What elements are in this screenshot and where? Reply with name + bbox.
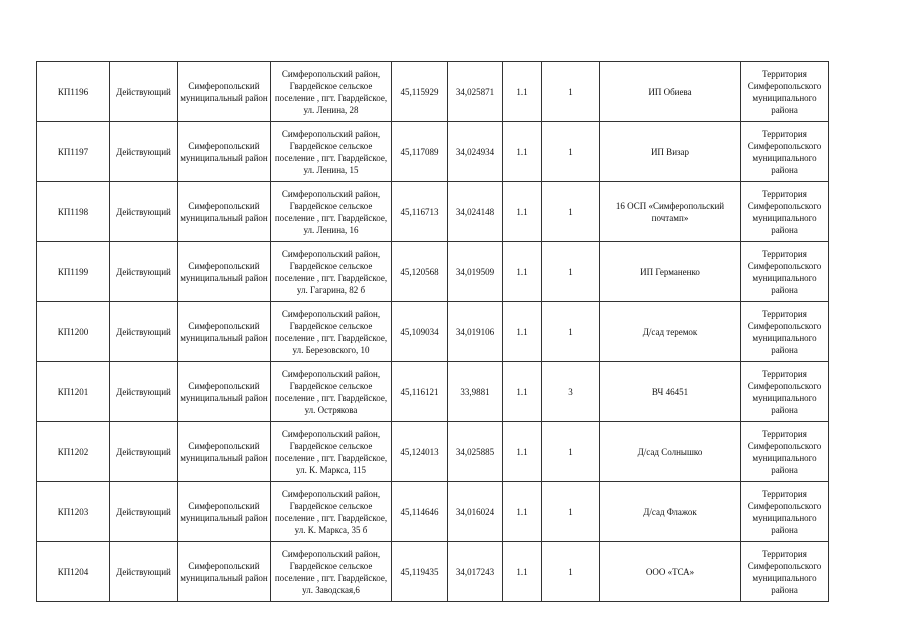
owner-cell: 16 ОСП «Симферопольский почтамп» bbox=[600, 182, 741, 242]
district-cell: Симферопольский муниципальный район bbox=[178, 542, 271, 602]
count-cell: 1 bbox=[542, 482, 600, 542]
table-row bbox=[37, 122, 829, 182]
longitude-cell: 34,019509 bbox=[448, 242, 503, 302]
district-cell: Симферопольский муниципальный район bbox=[178, 122, 271, 182]
owner-cell: Д/сад Солнышко bbox=[600, 422, 741, 482]
type-cell: 1.1 bbox=[503, 482, 542, 542]
territory-cell: Территория Симферопольского муниципального района bbox=[741, 62, 829, 122]
table-row bbox=[37, 542, 829, 602]
status-cell: Действующий bbox=[110, 482, 178, 542]
territory-cell: Территория Симферопольского муниципального района bbox=[741, 482, 829, 542]
latitude-cell: 45,116121 bbox=[392, 362, 448, 422]
type-cell: 1.1 bbox=[503, 302, 542, 362]
owner-cell: Д/сад теремок bbox=[600, 302, 741, 362]
status-cell: Действующий bbox=[110, 62, 178, 122]
type-cell: 1.1 bbox=[503, 542, 542, 602]
type-cell: 1.1 bbox=[503, 122, 542, 182]
territory-cell: Территория Симферопольского муниципального района bbox=[741, 302, 829, 362]
owner-cell: Д/сад Флажок bbox=[600, 482, 741, 542]
longitude-cell: 33,9881 bbox=[448, 362, 503, 422]
count-cell: 1 bbox=[542, 122, 600, 182]
count-cell: 1 bbox=[542, 182, 600, 242]
owner-cell: ИП Обиева bbox=[600, 62, 741, 122]
code-cell: КП1197 bbox=[37, 122, 110, 182]
code-cell: КП1202 bbox=[37, 422, 110, 482]
registry-table bbox=[36, 61, 829, 602]
type-cell: 1.1 bbox=[503, 182, 542, 242]
territory-cell: Территория Симферопольского муниципального района bbox=[741, 182, 829, 242]
longitude-cell: 34,024934 bbox=[448, 122, 503, 182]
count-cell: 1 bbox=[542, 542, 600, 602]
type-cell: 1.1 bbox=[503, 422, 542, 482]
district-cell: Симферопольский муниципальный район bbox=[178, 422, 271, 482]
table-row bbox=[37, 482, 829, 542]
status-cell: Действующий bbox=[110, 302, 178, 362]
address-cell: Симферопольский район, Гвардейское сельское поселение , пгт. Гвардейское, ул. К. Маркса, 115 bbox=[271, 422, 392, 482]
territory-cell: Территория Симферопольского муниципального района bbox=[741, 422, 829, 482]
status-cell: Действующий bbox=[110, 122, 178, 182]
type-cell: 1.1 bbox=[503, 242, 542, 302]
table-row bbox=[37, 362, 829, 422]
latitude-cell: 45,116713 bbox=[392, 182, 448, 242]
address-cell: Симферопольский район, Гвардейское сельское поселение , пгт. Гвардейское, ул. Ленина, 28 bbox=[271, 62, 392, 122]
table-row bbox=[37, 62, 829, 122]
latitude-cell: 45,109034 bbox=[392, 302, 448, 362]
longitude-cell: 34,019106 bbox=[448, 302, 503, 362]
owner-cell: ВЧ 46451 bbox=[600, 362, 741, 422]
code-cell: КП1201 bbox=[37, 362, 110, 422]
status-cell: Действующий bbox=[110, 182, 178, 242]
district-cell: Симферопольский муниципальный район bbox=[178, 362, 271, 422]
longitude-cell: 34,017243 bbox=[448, 542, 503, 602]
status-cell: Действующий bbox=[110, 362, 178, 422]
latitude-cell: 45,120568 bbox=[392, 242, 448, 302]
code-cell: КП1198 bbox=[37, 182, 110, 242]
status-cell: Действующий bbox=[110, 242, 178, 302]
longitude-cell: 34,024148 bbox=[448, 182, 503, 242]
address-cell: Симферопольский район, Гвардейское сельское поселение , пгт. Гвардейское, ул. К. Маркса, 35 б bbox=[271, 482, 392, 542]
count-cell: 1 bbox=[542, 242, 600, 302]
district-cell: Симферопольский муниципальный район bbox=[178, 482, 271, 542]
district-cell: Симферопольский муниципальный район bbox=[178, 302, 271, 362]
address-cell: Симферопольский район, Гвардейское сельское поселение , пгт. Гвардейское, ул. Березовского, 10 bbox=[271, 302, 392, 362]
count-cell: 1 bbox=[542, 62, 600, 122]
territory-cell: Территория Симферопольского муниципального района bbox=[741, 122, 829, 182]
longitude-cell: 34,025871 bbox=[448, 62, 503, 122]
count-cell: 1 bbox=[542, 302, 600, 362]
owner-cell: ИП Германенко bbox=[600, 242, 741, 302]
district-cell: Симферопольский муниципальный район bbox=[178, 242, 271, 302]
longitude-cell: 34,025885 bbox=[448, 422, 503, 482]
address-cell: Симферопольский район, Гвардейское сельское поселение , пгт. Гвардейское, ул. Ленина, 15 bbox=[271, 122, 392, 182]
type-cell: 1.1 bbox=[503, 362, 542, 422]
code-cell: КП1203 bbox=[37, 482, 110, 542]
owner-cell: ООО «ТСА» bbox=[600, 542, 741, 602]
district-cell: Симферопольский муниципальный район bbox=[178, 182, 271, 242]
latitude-cell: 45,117089 bbox=[392, 122, 448, 182]
address-cell: Симферопольский район, Гвардейское сельское поселение , пгт. Гвардейское, ул. Гагарина, 82 б bbox=[271, 242, 392, 302]
status-cell: Действующий bbox=[110, 542, 178, 602]
table-row bbox=[37, 182, 829, 242]
territory-cell: Территория Симферопольского муниципального района bbox=[741, 542, 829, 602]
table-row bbox=[37, 422, 829, 482]
owner-cell: ИП Визар bbox=[600, 122, 741, 182]
table-row bbox=[37, 302, 829, 362]
code-cell: КП1196 bbox=[37, 62, 110, 122]
address-cell: Симферопольский район, Гвардейское сельское поселение , пгт. Гвардейское, ул. Заводская,6 bbox=[271, 542, 392, 602]
latitude-cell: 45,124013 bbox=[392, 422, 448, 482]
status-cell: Действующий bbox=[110, 422, 178, 482]
code-cell: КП1204 bbox=[37, 542, 110, 602]
territory-cell: Территория Симферопольского муниципального района bbox=[741, 242, 829, 302]
territory-cell: Территория Симферопольского муниципального района bbox=[741, 362, 829, 422]
latitude-cell: 45,114646 bbox=[392, 482, 448, 542]
address-cell: Симферопольский район, Гвардейское сельское поселение , пгт. Гвардейское, ул. Острякова bbox=[271, 362, 392, 422]
code-cell: КП1199 bbox=[37, 242, 110, 302]
count-cell: 3 bbox=[542, 362, 600, 422]
longitude-cell: 34,016024 bbox=[448, 482, 503, 542]
latitude-cell: 45,119435 bbox=[392, 542, 448, 602]
count-cell: 1 bbox=[542, 422, 600, 482]
code-cell: КП1200 bbox=[37, 302, 110, 362]
type-cell: 1.1 bbox=[503, 62, 542, 122]
table-row bbox=[37, 242, 829, 302]
latitude-cell: 45,115929 bbox=[392, 62, 448, 122]
address-cell: Симферопольский район, Гвардейское сельское поселение , пгт. Гвардейское, ул. Ленина, 16 bbox=[271, 182, 392, 242]
district-cell: Симферопольский муниципальный район bbox=[178, 62, 271, 122]
